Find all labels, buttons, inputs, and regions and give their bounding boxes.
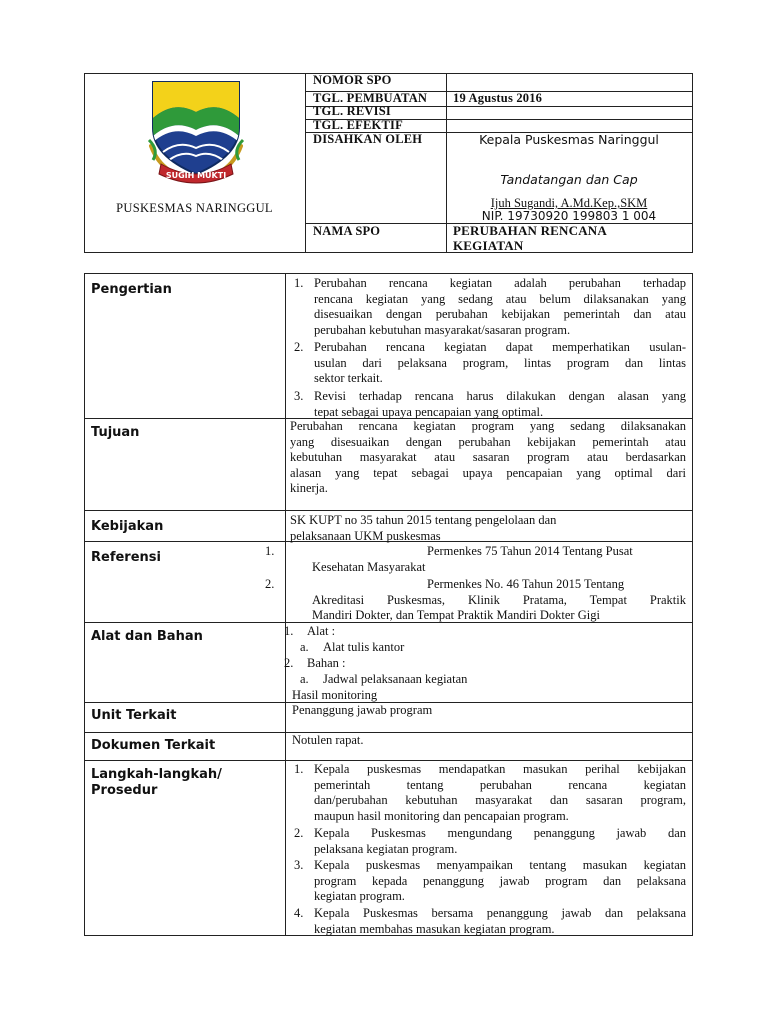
alat-extra: Hasil monitoring [292, 688, 378, 702]
list-number: 1. [294, 276, 304, 290]
nomor-spo-label: NOMOR SPO [313, 73, 392, 87]
pengertian-item-1: Perubahan rencana kegiatan adalah perubahan terhadap rencana kegiatan yang sedang atau belum dilaksanakan yang disesuaikan dengan perubahan kebijakan pemerintah dan atau perubahan kebutuhan masyarakat/sasaran program. [314, 276, 686, 337]
unit-value: Penanggung jawab program [292, 703, 433, 717]
list-number: 2. [294, 340, 304, 354]
list-letter: a. [300, 640, 309, 654]
disahkan-title: Kepala Puskesmas Naringgul [479, 132, 659, 147]
alat-item-1: Alat : [307, 624, 336, 638]
tujuan-label: Tujuan [91, 425, 140, 440]
disahkan-label: DISAHKAN OLEH [313, 132, 423, 146]
langkah-item-4: Kepala Puskesmas bersama penanggung jawab dan pelaksana kegiatan membahas masukan kegiatan program. [314, 906, 686, 936]
pengertian-item-3: Revisi terhadap rencana harus dilakukan dengan alasan yang tepat sebagai upaya pencapaian yang optimal. [314, 389, 686, 419]
langkah-item-2: Kepala Puskesmas mengundang penanggung jawab dan pelaksana kegiatan program. [314, 826, 686, 856]
list-number: 3. [294, 389, 304, 403]
alat-item-1a: Alat tulis kantor [323, 640, 405, 654]
kebijakan-label: Kebijakan [91, 519, 164, 534]
signer-name: Ijuh Sugandi, A.Md.Kep.,SKM [490, 196, 648, 210]
institution-name: PUSKESMAS NARINGGUL [116, 201, 273, 215]
list-number: 1. [265, 544, 275, 558]
list-letter: a. [300, 672, 309, 686]
alat-label: Alat dan Bahan [91, 629, 203, 644]
alat-item-2a: Jadwal pelaksanaan kegiatan [323, 672, 468, 686]
list-number: 2. [265, 577, 275, 591]
tgl-efektif-label: TGL. EFEKTIF [313, 118, 403, 132]
referensi-item-1: Permenkes 75 Tahun 2014 Tentang Pusat Kesehatan Masyarakat [312, 544, 633, 574]
list-number: 1. [294, 762, 304, 776]
langkah-item-1: Kepala puskesmas mendapatkan masukan perihal kebijakan pemerintah tentang perubahan rencana kegiatan dan/perubahan kebutuhan masyarakat dan sasaran program, maupun hasil monitoring dan pencapaian program. [314, 762, 686, 823]
nama-spo-label: NAMA SPO [313, 224, 381, 238]
list-number: 2. [284, 656, 294, 670]
logo-emblem [143, 78, 249, 184]
list-number: 3. [294, 858, 304, 872]
logo-motto: SUGIH MUKTI [165, 171, 227, 180]
signer-nip: NIP. 19730920 199803 1 004 [481, 209, 657, 223]
list-number: 2. [294, 826, 304, 840]
pengertian-item-2: Perubahan rencana kegiatan dapat memperhatikan usulan- usulan dari pelaksana program, lintas program dan lintas sektor terkait. [314, 340, 686, 386]
langkah-label: Langkah-langkah/ Prosedur [91, 767, 222, 798]
unit-label: Unit Terkait [91, 708, 177, 723]
pengertian-label: Pengertian [91, 282, 172, 297]
alat-item-2: Bahan : [307, 656, 346, 670]
tgl-pembuatan-value: 19 Agustus 2016 [453, 91, 543, 105]
langkah-item-3: Kepala puskesmas menyampaikan tentang masukan kegiatan program kepada penanggung jawab program dan pelaksana kegiatan program. [314, 858, 686, 904]
dokumen-value: Notulen rapat. [292, 733, 364, 747]
kebijakan-text: SK KUPT no 35 tahun 2015 tentang pengelolaan dan pelaksanaan UKM puskesmas [290, 513, 557, 543]
list-number: 4. [294, 906, 304, 920]
list-number: 1. [284, 624, 294, 638]
signature-placeholder: Tandatangan dan Cap [500, 172, 638, 187]
referensi-item-2: Permenkes No. 46 Tahun 2015 Tentang Akreditasi Puskesmas, Klinik Pratama, Tempat Praktik Mandiri Dokter, dan Tempat Praktik Mandiri Dokter Gigi [312, 577, 686, 623]
referensi-label: Referensi [91, 550, 161, 565]
tgl-pembuatan-label: TGL. PEMBUATAN [313, 91, 428, 105]
tujuan-text: Perubahan rencana kegiatan program yang sedang dilaksanakan yang disesuaikan dengan perubahan kebijakan pemerintah atau kebutuhan masyarakat atau sasaran program atau berdasarkan alasan yang tepat sebagai upaya pencapaian yang optimal dari kinerja. [290, 419, 686, 496]
tgl-revisi-label: TGL. REVISI [313, 104, 391, 118]
nama-spo-value: PERUBAHAN RENCANA KEGIATAN [453, 223, 607, 253]
dokumen-label: Dokumen Terkait [91, 738, 216, 753]
